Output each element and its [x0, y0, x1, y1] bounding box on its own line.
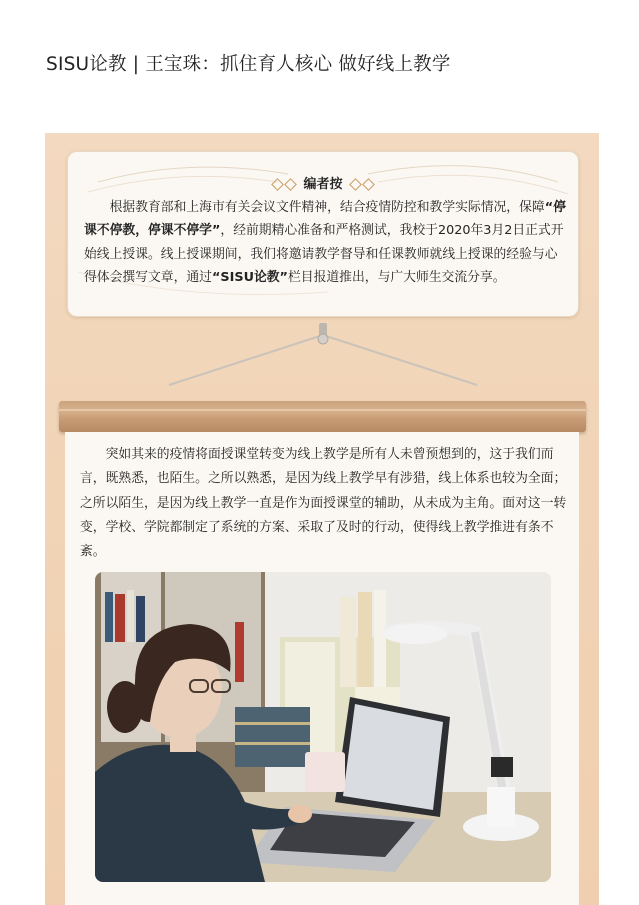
article-paragraph: 突如其来的疫情将面授课堂转变为线上教学是所有人未曾预想到的，这于我们而言，既熟悉，也陌生。之所以熟悉，是因为线上教学早有涉猎，线上体系也较为全面；之所以陌生，是因为线上教学一直是作为面授课堂的辅助，从未成为主角。面对这一转变，学校、学院都制定了系统的方案、采取了及时的行动，使得线上教学推进有条不紊。 — [80, 447, 567, 560]
wooden-scroll-rod — [59, 401, 586, 432]
hanging-string — [45, 321, 599, 391]
emphasis-column-name: “SISU论教” — [211, 270, 288, 286]
editor-note-card — [67, 151, 579, 317]
diamond-left-icon — [271, 177, 297, 192]
article-scroll — [65, 432, 579, 905]
teacher-photo-illustration — [95, 572, 551, 882]
page-title: SISU论教 | 王宝珠：抓住育人核心 做好线上教学 — [46, 54, 451, 75]
emphasis-slogan: “停课不停教，停课不停学” — [84, 200, 566, 239]
teacher-photo — [95, 572, 551, 882]
editor-note-heading: 编者按 — [68, 173, 578, 192]
article-panel — [45, 133, 599, 905]
editor-note-body: 根据教育部和上海市有关会议文件精神，结合疫情防控和教学实际情况，保障“停课不停教，停课不停学”，经前期精心准备和严格测试，我校于2020年3月2日正式开始线上授课。线上授课期间，我们将邀请教学督导和任课教师就线上授课的经验与心得体会撰写文章，通过“SISU论教”栏目报道推出，与广大师生交流分享。 — [84, 200, 566, 286]
diamond-right-icon — [349, 177, 375, 192]
